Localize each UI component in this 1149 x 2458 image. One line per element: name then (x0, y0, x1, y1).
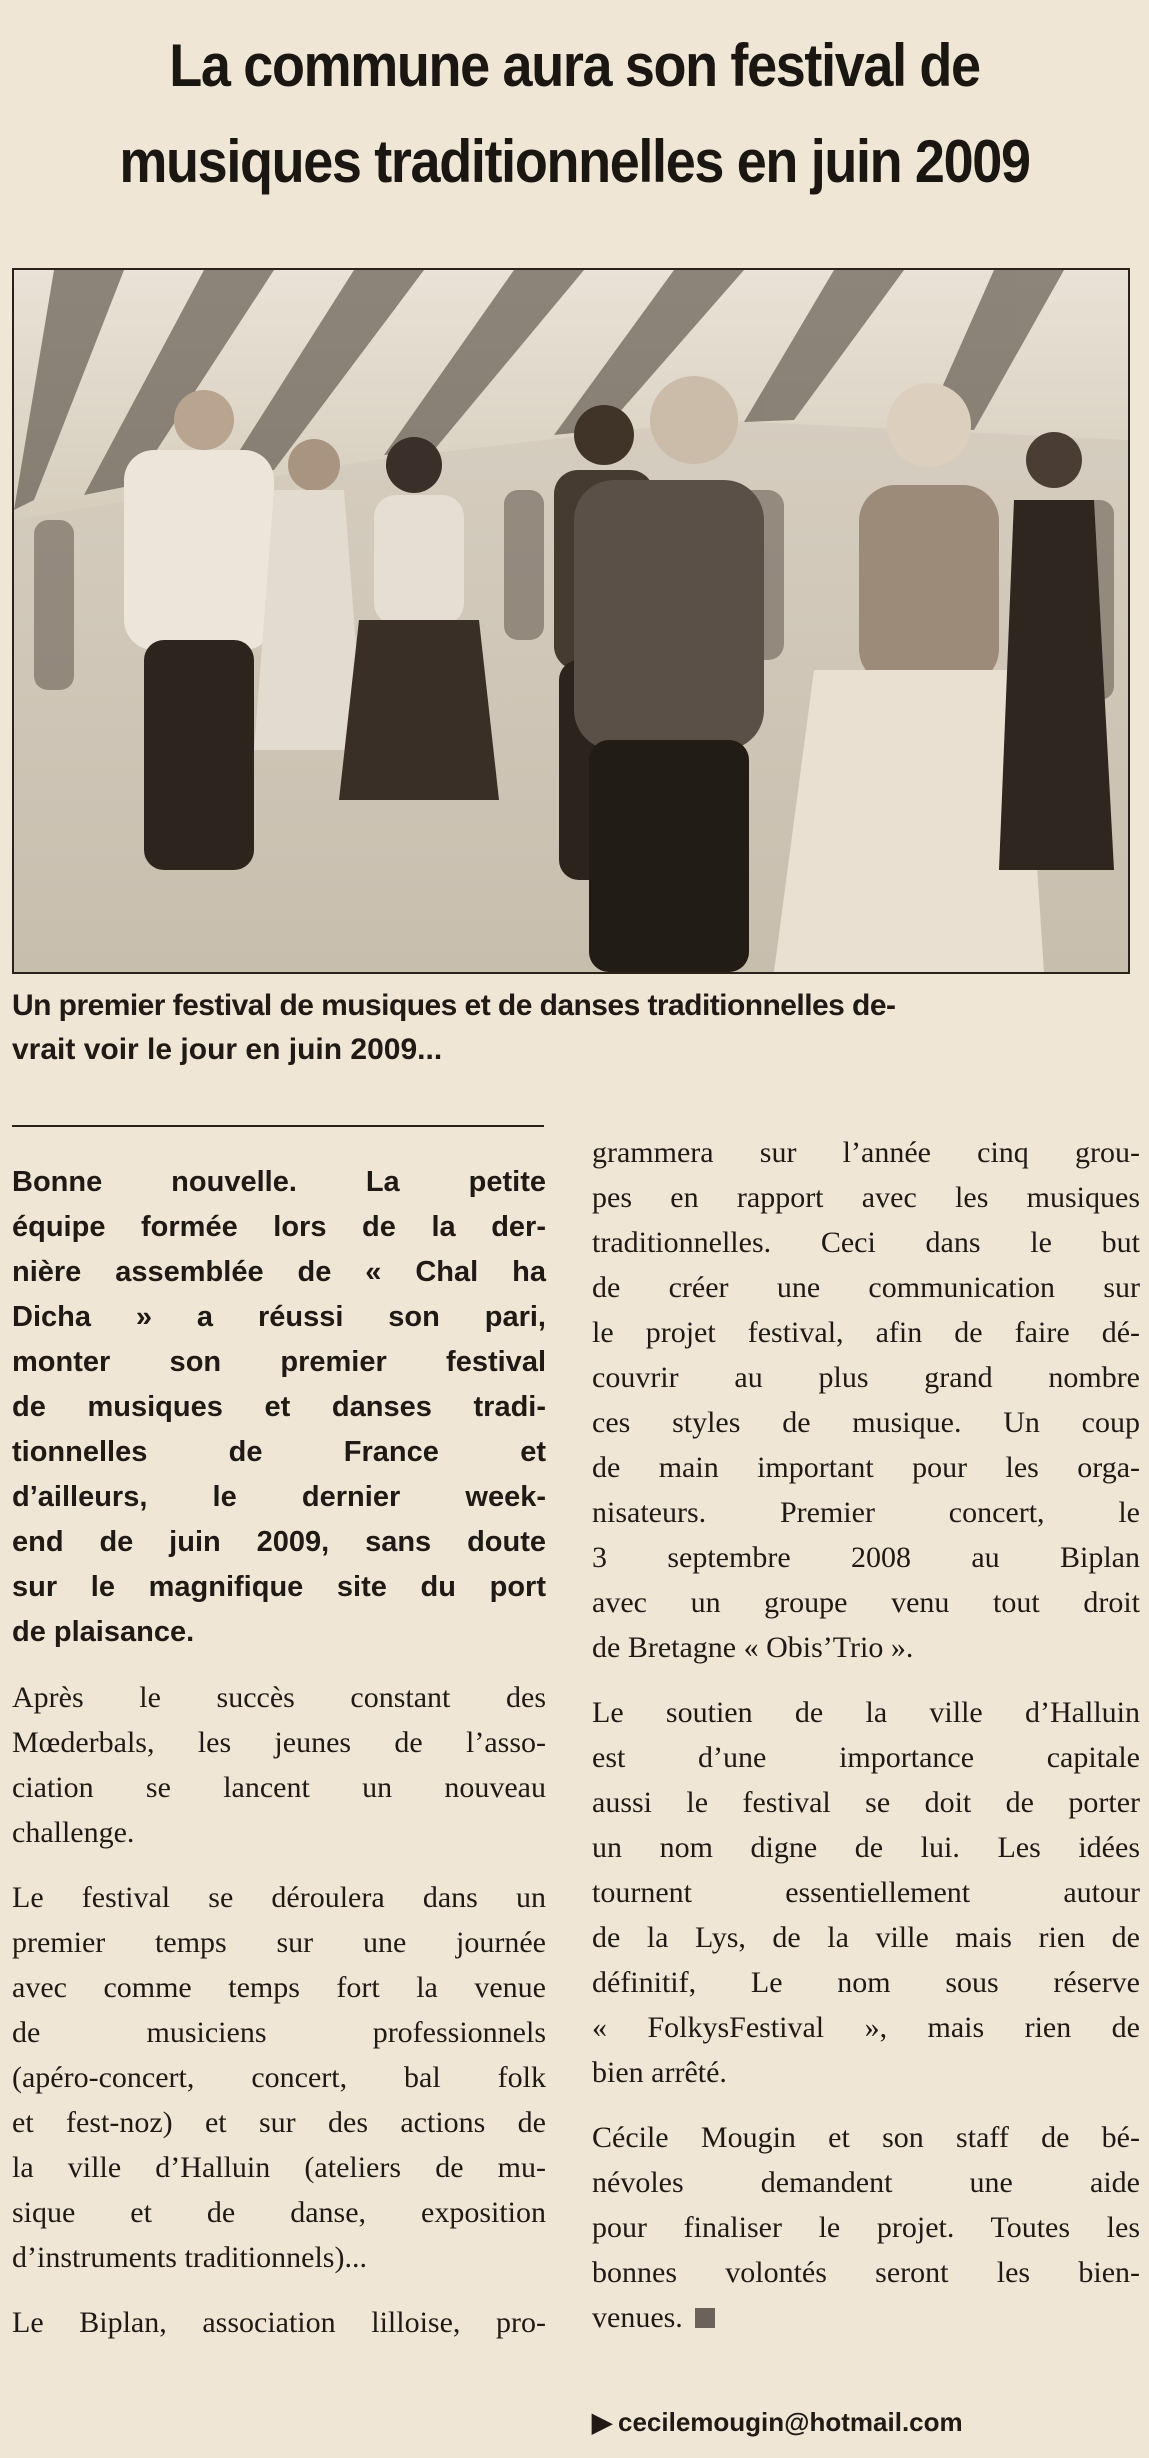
body-line: sique et de danse, exposition (12, 2196, 546, 2229)
caption-line: Un premier festival de musiques et de danses traditionnelles de- (12, 989, 896, 1022)
body-line: pour finaliser le projet. Toutes les (592, 2211, 1140, 2244)
body-line: grammera sur l’année cinq grou- (592, 1136, 1140, 1169)
contact-email[interactable] (592, 2404, 963, 2440)
article-column-left (12, 1160, 546, 2365)
lead-line: Dicha » a réussi son pari, (12, 1301, 546, 1333)
body-line: bien arrêté. (592, 2056, 727, 2089)
lead-line: équipe formée lors de la der- (12, 1211, 546, 1243)
article-headline (57, 18, 1091, 210)
body-line: challenge. (12, 1816, 135, 1849)
body-line: bonnes volontés seront les bien- (592, 2256, 1140, 2289)
body-line: ces styles de musique. Un coup (592, 1406, 1140, 1439)
body-line: est d’une importance capitale (592, 1741, 1140, 1774)
lead-line: sur le magnifique site du port (12, 1571, 546, 1603)
photo-caption (12, 984, 1132, 1072)
body-line: névoles demandent une aide (592, 2166, 1140, 2199)
body-line: avec comme temps fort la venue (12, 1971, 546, 2004)
body-line: Après le succès constant des (12, 1681, 546, 1714)
body-paragraph (12, 1875, 546, 2280)
body-line: Le Biplan, association lilloise, pro- (12, 2306, 546, 2339)
body-line: de Bretagne « Obis’Trio ». (592, 1631, 914, 1664)
lead-line: end de juin 2009, sans doute (12, 1526, 546, 1558)
lead-paragraph (12, 1160, 546, 1655)
body-line: « FolkysFestival », mais rien de (592, 2011, 1140, 2044)
body-line: de main important pour les orga- (592, 1451, 1140, 1484)
dancers-under-tent-photo (14, 270, 1128, 972)
body-line: Mœderbals, les jeunes de l’asso- (12, 1726, 546, 1759)
lead-line: d’ailleurs, le dernier week- (12, 1481, 546, 1513)
body-line: Le festival se déroulera dans un (12, 1881, 546, 1914)
article-column-right (592, 1130, 1140, 2360)
body-paragraph (592, 1130, 1140, 1670)
body-line: la ville d’Halluin (ateliers de mu- (12, 2151, 546, 2184)
body-line: de la Lys, de la ville mais rien de (592, 1921, 1140, 1954)
body-line-final (592, 2295, 1140, 2340)
body-line: aussi le festival se doit de porter (592, 1786, 1140, 1819)
lead-line: monter son premier festival (12, 1346, 546, 1378)
body-line: ciation se lancent un nouveau (12, 1771, 546, 1804)
body-line: définitif, Le nom sous réserve (592, 1966, 1140, 1999)
lead-line: Bonne nouvelle. La petite (12, 1166, 546, 1198)
body-paragraph (592, 2115, 1140, 2340)
body-line: tournent essentiellement autour (592, 1876, 1140, 1909)
body-line: Le soutien de la ville d’Halluin (592, 1696, 1140, 1729)
headline-line: musiques traditionnelles en juin 2009 (119, 128, 1030, 195)
body-line: (apéro-concert, concert, bal folk (12, 2061, 546, 2094)
body-line: 3 septembre 2008 au Biplan (592, 1541, 1140, 1574)
triangle-right-icon: ▶ (592, 2407, 612, 2437)
caption-line: vrait voir le jour en juin 2009... (12, 1033, 443, 1066)
body-line: un nom digne de lui. Les idées (592, 1831, 1140, 1864)
body-line: nisateurs. Premier concert, le (592, 1496, 1140, 1529)
body-paragraph (12, 2300, 546, 2345)
lead-line: de plaisance. (12, 1616, 195, 1648)
lead-line: de musiques et danses tradi- (12, 1391, 546, 1423)
body-line: de créer une communication sur (592, 1271, 1140, 1304)
end-of-article-square-icon (695, 2308, 715, 2328)
contact-email-text: cecilemougin@hotmail.com (618, 2407, 963, 2437)
body-line: pes en rapport avec les musiques (592, 1181, 1140, 1214)
body-line: le projet festival, afin de faire dé- (592, 1316, 1140, 1349)
lead-line: nière assemblée de « Chal ha (12, 1256, 546, 1288)
body-paragraph (592, 1690, 1140, 2095)
body-line: et fest-noz) et sur des actions de (12, 2106, 546, 2139)
article-photo (12, 268, 1130, 974)
body-line: Cécile Mougin et son staff de bé- (592, 2121, 1140, 2154)
headline-line: La commune aura son festival de (169, 32, 980, 99)
column-divider-rule (12, 1125, 544, 1127)
body-line: premier temps sur une journée (12, 1926, 546, 1959)
body-line: traditionnelles. Ceci dans le but (592, 1226, 1140, 1259)
body-line-text: venues. (592, 2301, 683, 2334)
body-line: avec un groupe venu tout droit (592, 1586, 1140, 1619)
body-line: d’instruments traditionnels)... (12, 2241, 367, 2274)
body-line: de musiciens professionnels (12, 2016, 546, 2049)
body-paragraph (12, 1675, 546, 1855)
lead-line: tionnelles de France et (12, 1436, 546, 1468)
body-line: couvrir au plus grand nombre (592, 1361, 1140, 1394)
